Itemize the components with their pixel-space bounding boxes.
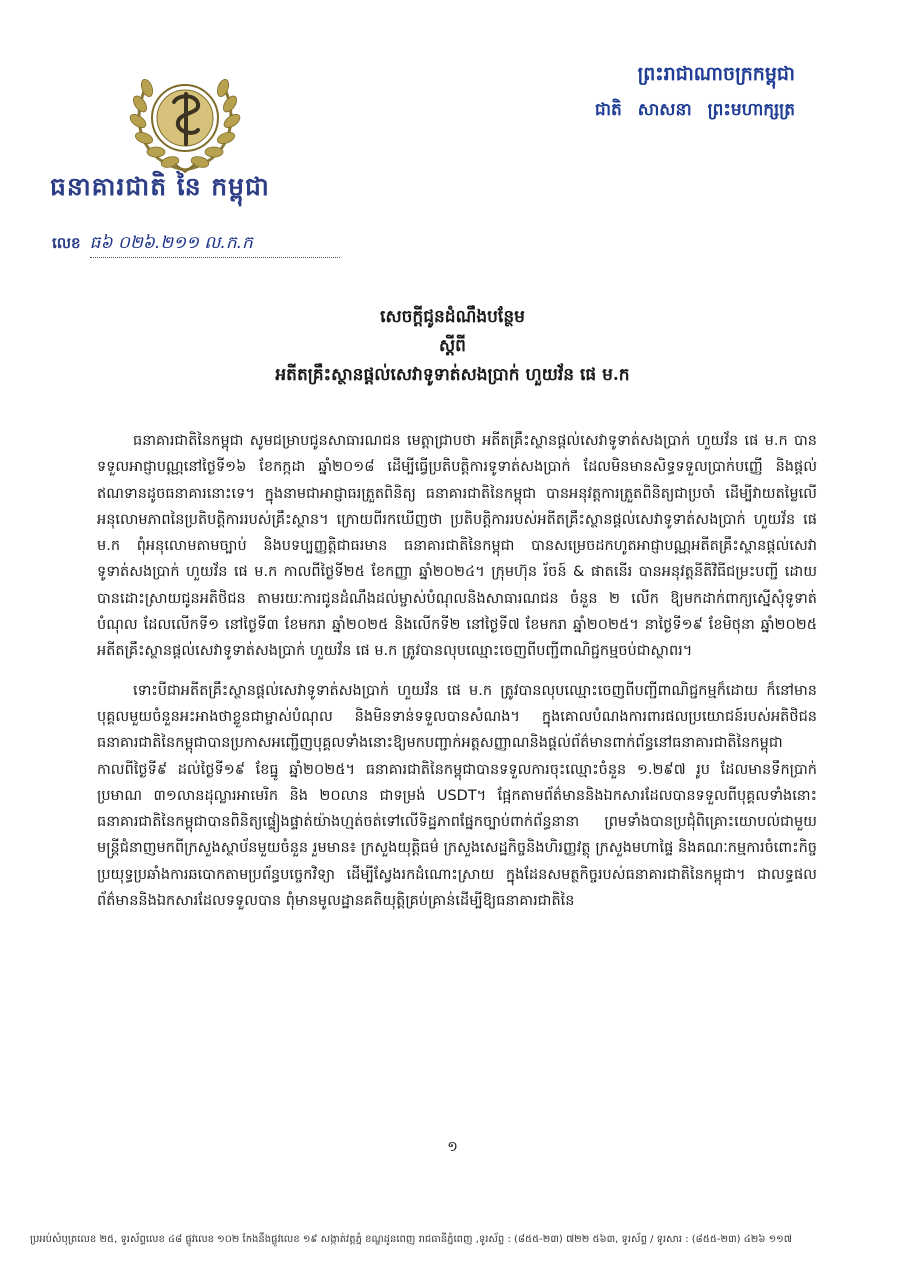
reference-prefix: លេខ — [52, 234, 81, 252]
body-text — [97, 428, 817, 914]
kingdom-motto: ជាតិ សាសនា ព្រះមហាក្សត្រ — [594, 100, 795, 120]
reference-number: ធ៦ ០២៦.២១១ ល.ក.ក — [90, 232, 340, 258]
reference-number-row — [52, 232, 352, 262]
footer-address: ប្រអប់សំបុត្រលេខ ២៥, ទូរស័ព្ទលេខ ៤៨ ផ្លូវលេខ ១០២ កែងនឹងផ្លូវលេខ ១៩ សង្កាត់វត្តភ្នំ ខណ្ឌដូនពេញ រាជធានីភ្នំពេញ ,ទូរស័ព្ទ : (៨៥៥-២៣) ៧២២ ៥៦៣, ទូរស័ព្ទ / ទូរសារ : (៨៥៥-២៣) ៤២៦ ១១៧ — [30, 1234, 792, 1245]
title-line-2: ស្ដីពី — [439, 336, 466, 356]
bank-name: ធនាគារជាតិ នៃ កម្ពុជា — [50, 172, 270, 201]
document-title — [0, 303, 905, 390]
national-bank-emblem-icon — [120, 52, 250, 177]
kingdom-header — [535, 62, 795, 124]
title-line-1: សេចក្ដីជូនដំណឹងបន្ថែម — [380, 307, 525, 327]
body-paragraph-2: ទោះបីជាអតីតគ្រឹះស្ថានផ្ដល់សេវាទូទាត់សងប្រាក់ ហួយវ័ន ផេ ម.ក ត្រូវបានលុបឈ្មោះចេញពីបញ្ជីពាណិជ្ជកម្មក៏ដោយ ក៏នៅមានបុគ្គលមួយចំនួនអះអាងថាខ្លួនជាម្ចាស់បំណុល និងមិនទាន់ទទួលបានសំណង។ ក្នុងគោលបំណងការពារផលប្រយោជន៍របស់អតិថិជន ធនាគារជាតិនៃកម្ពុជាបានប្រកាសអញ្ជើញបុគ្គលទាំងនោះឱ្យមកបញ្ជាក់អត្តសញ្ញាណនិងផ្ដល់ព័ត៌មានពាក់ព័ន្ធនៅធនាគារជាតិនៃកម្ពុជា កាលពីថ្ងៃទី៩ ដល់ថ្ងៃទី១៩ ខែធ្នូ ឆ្នាំ២០២៥។ ធនាគារជាតិនៃកម្ពុជាបានទទួលការចុះឈ្មោះចំនួន ១.២៩៧ រូប ដែលមានទឹកប្រាក់ប្រមាណ ៣១លានដុល្លារអាមេរិក និង ២០លាន ជាទម្រង់ USDT។ ផ្អែកតាមព័ត៌មាននិងឯកសារដែលបានទទួលពីបុគ្គលទាំងនោះ ធនាគារជាតិនៃកម្ពុជាបានពិនិត្យផ្ទៀងផ្ទាត់យ៉ាងហ្មត់ចត់ទៅលើទិដ្ឋភាពផ្នែកច្បាប់ពាក់ព័ន្ធនានា ព្រមទាំងបានប្រជុំពិគ្រោះយោបល់ជាមួយមន្ត្រីជំនាញមកពីក្រសួងស្ថាប័នមួយចំនួន រួមមាន៖ ក្រសួងយុត្តិធម៌ ក្រសួងសេដ្ឋកិច្ចនិងហិរញ្ញវត្ថុ ក្រសួងមហាផ្ទៃ និងគណៈកម្មការចំពោះកិច្ចប្រយុទ្ធប្រឆាំងការឆបោកតាមប្រព័ន្ធបច្ចេកវិទ្យា ដើម្បីស្វែងរកដំណោះស្រាយ ក្នុងដែនសមត្ថកិច្ចរបស់ធនាគារជាតិនៃកម្ពុជា។ ជាលទ្ធផល ព័ត៌មាននិងឯកសារដែលទទួលបាន ពុំមានមូលដ្ឋានគតិយុត្តិគ្រប់គ្រាន់ដើម្បីឱ្យធនាគារជាតិនៃ — [97, 682, 817, 910]
title-line-3: អតីតគ្រឹះស្ថានផ្ដល់សេវាទូទាត់សងប្រាក់ ហួយវ័ន ផេ ម.ក — [275, 365, 630, 385]
page-number: ១ — [447, 1139, 458, 1155]
kingdom-name: ព្រះរាជាណាចក្រកម្ពុជា — [637, 63, 795, 85]
body-paragraph-1: ធនាគារជាតិនៃកម្ពុជា សូមជម្រាបជូនសាធារណជន មេត្តាជ្រាបថា អតីតគ្រឹះស្ថានផ្ដល់សេវាទូទាត់សងប្រាក់ ហួយវ័ន ផេ ម.ក បានទទួលអាជ្ញាបណ្ណនៅថ្ងៃទី១៦ ខែកក្កដា ឆ្នាំ២០១៨ ដើម្បីធ្វើប្រតិបត្តិការទូទាត់សងប្រាក់ ដែលមិនមានសិទ្ធទទួលប្រាក់បញ្ញើ និងផ្ដល់ឥណទានដូចធនាគារនោះទេ។ ក្នុងនាមជាអាជ្ញាធរត្រួតពិនិត្យ ធនាគារជាតិនៃកម្ពុជា បានអនុវត្តការត្រួតពិនិត្យជាប្រចាំ ដើម្បីវាយតម្លៃលើអនុលោមភាពនៃប្រតិបត្តិការរបស់គ្រឹះស្ថាន។ ក្រោយពីរកឃើញថា ប្រតិបត្តិការរបស់អតីតគ្រឹះស្ថានផ្ដល់សេវាទូទាត់សងប្រាក់ ហួយវ័ន ផេ ម.ក ពុំអនុលោមតាមច្បាប់ និងបទប្បញ្ញត្តិជាធរមាន ធនាគារជាតិនៃកម្ពុជា បានសម្រេចដកហូតអាជ្ញាបណ្ណអតីតគ្រឹះស្ថានផ្ដល់សេវាទូទាត់សងប្រាក់ ហួយវ័ន ផេ ម.ក កាលពីថ្ងៃទី២៥ ខែកញ្ញា ឆ្នាំ២០២៤។ ក្រុមហ៊ុន រ័ចន៍ & ផាតនើរ បានអនុវត្តនីតិវិធីជម្រះបញ្ជី ដោយបានដោះស្រាយជូនអតិថិជន តាមរយៈការជូនដំណឹងដល់ម្ចាស់បំណុលនិងសាធារណជន ចំនួន ២ លើក ឱ្យមកដាក់ពាក្យស្នើសុំទូទាត់បំណុល ដែលលើកទី១ នៅថ្ងៃទី៣ ខែមករា ឆ្នាំ២០២៥ និងលើកទី២ នៅថ្ងៃទី៧ ខែមករា ឆ្នាំ២០២៥។ នាថ្ងៃទី១៩ ខែមិថុនា ឆ្នាំ២០២៥ អតីតគ្រឹះស្ថានផ្ដល់សេវាទូទាត់សងប្រាក់ ហួយវ័ន ផេ ម.ក ត្រូវបានលុបឈ្មោះចេញពីបញ្ជីពាណិជ្ជកម្មចប់ជាស្ថាពរ។ — [97, 433, 817, 660]
